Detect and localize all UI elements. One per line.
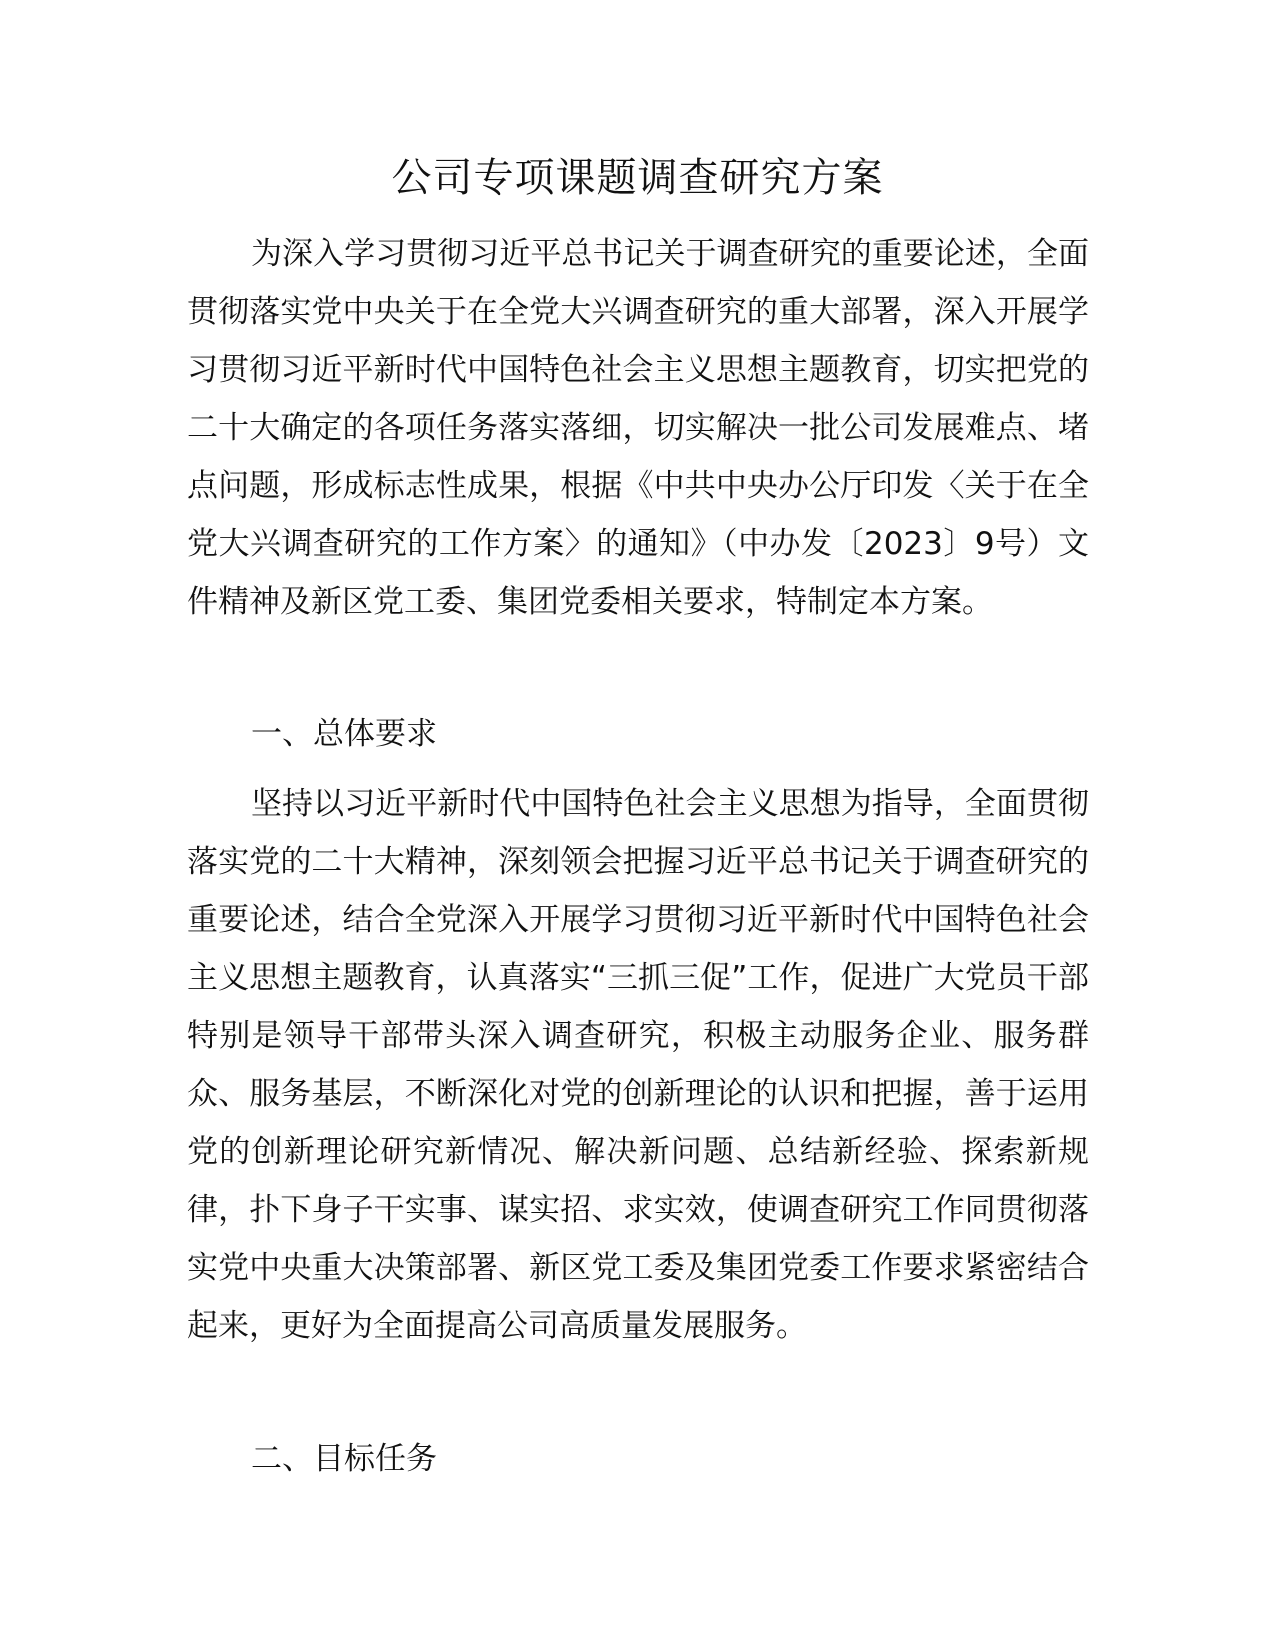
section-paragraph-overall-requirements: 坚持以习近平新时代中国特色社会主义思想为指导，全面贯彻落实党的二十大精神，深刻领会把握习近平总书记关于调查研究的重要论述，结合全党深入开展学习贯彻习近平新时代中国特色社会主义思想主题教育，认真落实“三抓三促”工作，促进广大党员干部特别是领导干部带头深入调查研究，积极主动服务企业、服务群众、服务基层，不断深化对党的创新理论的认识和把握，善于运用党的创新理论研究新情况、解决新问题、总结新经验、探索新规律，扑下身子干实事、谋实招、求实效，使调查研究工作同贯彻落实党中央重大决策部署、新区党工委及集团党委工作要求紧密结合起来，更好为全面提高公司高质量发展服务。 [187,786,1089,1344]
section-heading-overall-requirements: 一、总体要求 [251,716,437,752]
intro-paragraph: 为深入学习贯彻习近平总书记关于调查研究的重要论述，全面贯彻落实党中央关于在全党大兴调查研究的重大部署，深入开展学习贯彻习近平新时代中国特色社会主义思想主题教育，切实把党的二十大确定的各项任务落实落细，切实解决一批公司发展难点、堵点问题，形成标志性成果，根据《中共中央办公厅印发〈关于在全党大兴调查研究的工作方案〉的通知》（中办发〔2023〕9号）文件精神及新区党工委、集团党委相关要求，特制定本方案。 [187,236,1089,620]
section-heading-goals-tasks: 二、目标任务 [251,1441,437,1477]
document-title: 公司专项课题调查研究方案 [391,155,884,201]
